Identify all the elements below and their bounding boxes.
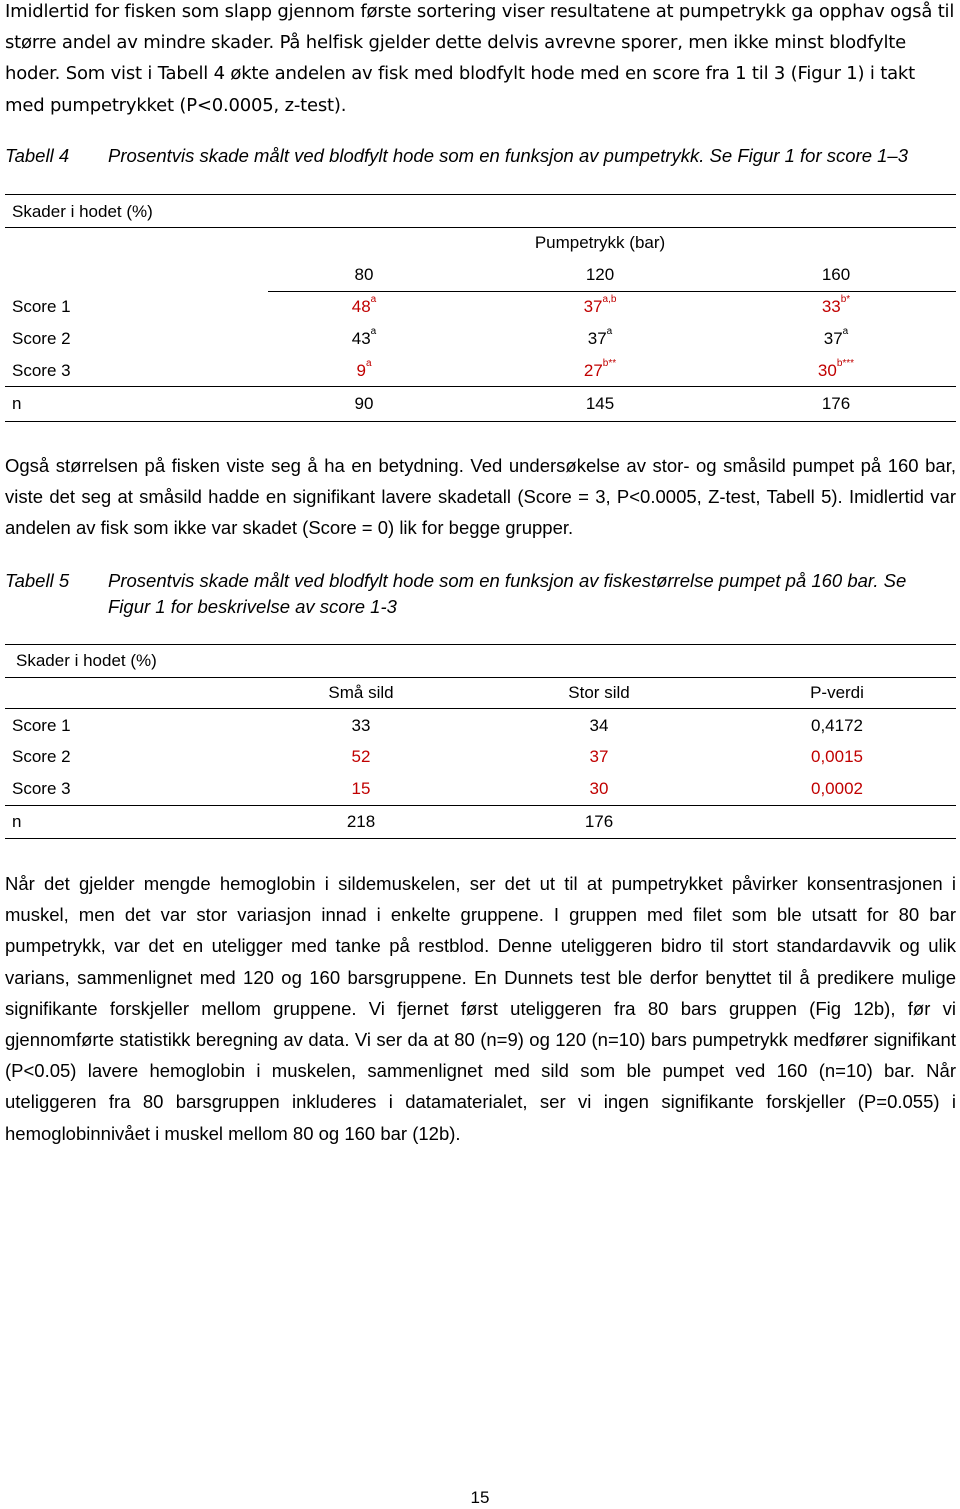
significance-marker: b* bbox=[840, 294, 851, 306]
table4-cell bbox=[583, 294, 617, 317]
table4-top-rule bbox=[5, 194, 956, 195]
table5-cell: 37 bbox=[589, 747, 609, 766]
table5-heading-rule bbox=[5, 677, 956, 678]
table4-col-80: 80 bbox=[354, 265, 374, 284]
table4-row-label: Score 3 bbox=[12, 361, 71, 380]
cell-value: 33 bbox=[821, 297, 841, 316]
table4-cell bbox=[817, 358, 855, 381]
table5-row-label: Score 2 bbox=[12, 747, 71, 766]
significance-marker: b** bbox=[602, 358, 617, 370]
table5-cell: 52 bbox=[351, 747, 371, 766]
table5-cell: 33 bbox=[351, 716, 371, 735]
table5-row-label: Score 3 bbox=[12, 779, 71, 798]
table4-n-80: 90 bbox=[354, 394, 374, 413]
significance-marker: a bbox=[365, 358, 372, 370]
table5-cell: 0,0015 bbox=[811, 747, 863, 766]
table5-cell: 30 bbox=[589, 779, 609, 798]
table4-group-header: Pumpetrykk (bar) bbox=[534, 233, 666, 252]
table5-row-label: Score 1 bbox=[12, 716, 71, 735]
cell-value: 43 bbox=[351, 329, 371, 348]
table4-n-120: 145 bbox=[585, 394, 615, 413]
table5-heading: Skader i hodet (%) bbox=[16, 651, 157, 670]
table5-cell: 0,0002 bbox=[811, 779, 863, 798]
table5-col-small: Små sild bbox=[328, 683, 394, 702]
table4-caption-text: Prosentvis skade målt ved blodfylt hode som en funksjon av pumpetrykk. Se Figur 1 for score 1–3 bbox=[108, 145, 909, 166]
table5-caption-text: Prosentvis skade målt ved blodfylt hode som en funksjon av fiskestørrelse pumpet på 160 bar. Se Figur 1 for beskrivelse av score 1-3 bbox=[108, 570, 907, 617]
table4-cell bbox=[587, 326, 613, 349]
table4-label: Tabell 4 bbox=[5, 145, 70, 166]
significance-marker: a bbox=[370, 326, 377, 338]
cell-value: 30 bbox=[817, 361, 837, 380]
table5-n-rule bbox=[5, 805, 956, 806]
significance-marker: a,b bbox=[602, 294, 617, 306]
table4-cell bbox=[821, 294, 851, 317]
table4-n-rule bbox=[5, 386, 956, 387]
table4-row-label: Score 1 bbox=[12, 297, 71, 316]
table5-n-large: 176 bbox=[584, 812, 614, 831]
table5-bottom-rule bbox=[5, 838, 956, 839]
table5-cell: 0,4172 bbox=[811, 716, 863, 735]
table5-label: Tabell 5 bbox=[5, 570, 70, 591]
page-number: 15 bbox=[470, 1488, 490, 1507]
table4-cell bbox=[351, 294, 377, 317]
table4-n-label: n bbox=[12, 394, 22, 413]
table4-heading-rule bbox=[5, 227, 956, 228]
table4-heading: Skader i hodet (%) bbox=[12, 202, 153, 221]
table4-cell bbox=[351, 326, 377, 349]
table4-cell bbox=[823, 326, 849, 349]
table4-cell bbox=[583, 358, 617, 381]
significance-marker: b*** bbox=[836, 358, 855, 370]
significance-marker: a bbox=[842, 326, 849, 338]
table5-column-rule bbox=[5, 708, 956, 709]
paragraph-size: Også størrelsen på fisken viste seg å ha en betydning. Ved undersøkelse av stor- og småsild pumpet på 160 bar, viste det seg at småsild hadde en signifikant lavere skadetall (Score = 3, P<0.0005, Z-test, Tabell 5). Imidlertid var andelen av fisk som ikke var skadet (Score = 0) lik for begge grupper. bbox=[5, 455, 956, 539]
table4-bottom-rule bbox=[5, 421, 956, 422]
cell-value: 48 bbox=[351, 297, 371, 316]
cell-value: 37 bbox=[823, 329, 843, 348]
significance-marker: a bbox=[370, 294, 377, 306]
cell-value: 37 bbox=[583, 297, 603, 316]
table5-top-rule bbox=[5, 644, 956, 645]
cell-value: 9 bbox=[356, 361, 366, 380]
table4-col-120: 120 bbox=[585, 265, 615, 284]
table5-cell: 34 bbox=[589, 716, 609, 735]
table4-n-160: 176 bbox=[821, 394, 851, 413]
table4-column-rule bbox=[268, 291, 956, 292]
significance-marker: a bbox=[606, 326, 613, 338]
table5-n-small: 218 bbox=[346, 812, 376, 831]
cell-value: 37 bbox=[587, 329, 607, 348]
table5-n-label: n bbox=[12, 812, 22, 831]
paragraph-hemoglobin: Når det gjelder mengde hemoglobin i sildemuskelen, ser det ut til at pumpetrykket påvirker konsentrasjonen i muskel, men det var stor variasjon innad i enkelte gruppene. I gruppen med filet som ble utsatt for 80 bar pumpetrykk, var det en uteligger med tanke på restblod. Denne uteliggeren bidro til stort standardavvik og ulik varians, sammenlignet med 120 og 160 barsgruppene. En Dunnets test ble derfor benyttet til å predikere mulige signifikante forskjeller mellom gruppene. Vi fjernet først uteliggeren fra 80 bars gruppen (Fig 12b), før vi gjennomførte statistikk beregning av data. Vi ser da at 80 (n=9) og 120 (n=10) bars pumpetrykk medfører signifikant (P<0.05) lavere hemoglobin i muskelen, sammenlignet med sild som ble pumpet ved 160 (n=10) bar. Når uteliggeren fra 80 barsgruppen inkluderes i datamaterialet, ser vi ingen signifikante forskjeller (P=0.055) i hemoglobinnivået i muskel mellom 80 og 160 bar (12b). bbox=[5, 873, 956, 1144]
table5-col-pvalue: P-verdi bbox=[810, 683, 864, 702]
table4-cell bbox=[356, 358, 372, 381]
table5-col-large: Stor sild bbox=[568, 683, 630, 702]
table5-cell: 15 bbox=[351, 779, 371, 798]
table4-row-label: Score 2 bbox=[12, 329, 71, 348]
table4-col-160: 160 bbox=[821, 265, 851, 284]
cell-value: 27 bbox=[583, 361, 603, 380]
paragraph-intro: Imidlertid for fisken som slapp gjennom første sortering viser resultatene at pumpetrykk ga opphav også til større andel av mindre skader. På helfisk gjelder dette delvis avrevne sporer, men ikke minst blodfylte hoder. Som vist i Tabell 4 økte andelen av fisk med blodfylt hode med en score fra 1 til 3 (Figur 1) i takt med pumpetrykket (P<0.0005, z-test). bbox=[5, 1, 955, 116]
